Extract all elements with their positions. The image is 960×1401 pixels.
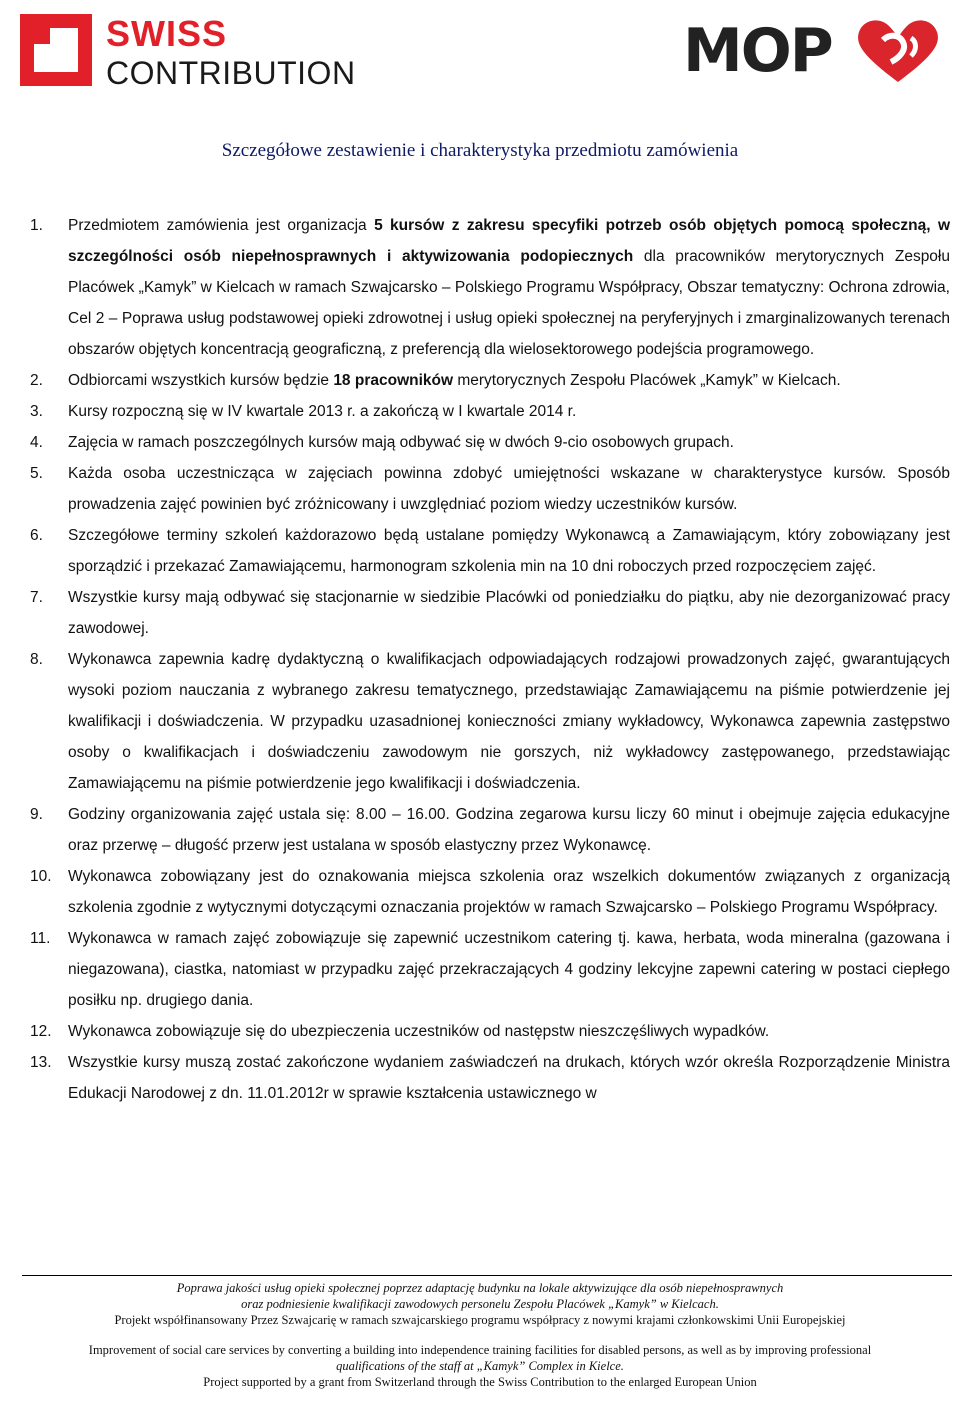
list-item-text-post: dla pracowników merytorycznych Zespołu Placówek „Kamyk” w Kielcach w ramach Szwajcarsko – Polskiego Programu Współpracy, Obszar tematyczny: Ochrona zdrowia, Cel 2 – Poprawa usług podstawowej opieki zdrowotnej i usług opieki społecznej na peryferyjnych i zmarginalizowanych terenach obszarów objętych koncentracją geograficzną, z preferencją dla wielosektorowego podejścia programowego.: [68, 248, 950, 358]
list-item: [30, 396, 950, 427]
swiss-logo-line2: CONTRIBUTION: [106, 55, 356, 91]
footer-pl-line1: Poprawa jakości usług opieki społecznej poprzez adaptację budynku na lokale aktywizujące dla osób niepełnosprawnych: [176, 1281, 784, 1295]
list-item-text-pre: Odbiorcami wszystkich kursów będzie: [68, 372, 334, 389]
list-item-text-pre: Wykonawca zapewnia kadrę dydaktyczną o kwalifikacjach odpowiadających rodzajowi prowadzonych zajęć, gwarantujących wysoki poziom nauczania z wybranego zakresu tematycznego, przedstawiając Zamawiającemu na piśmie potwierdzenie jej kwalifikacji i doświadczenia. W przypadku uzasadnionej konieczności zmiany wykładowcy, Wykonawca zapewnia zastępstwo osoby o kwalifikacjach i doświadczeniu zawodowym nie gorszych, niż wykładowcy zastępowanego, przedstawiając Zamawiającemu na piśmie potwierdzenie jego kwalifikacji i doświadczenia.: [68, 651, 950, 792]
list-item: [30, 644, 950, 799]
footer-pl-line3: Projekt współfinansowany Przez Szwajcarię w ramach szwajcarskiego programu współpracy z nowymi krajami członkowskimi Unii Europejskiej: [114, 1313, 846, 1327]
swiss-logo-line1: SWISS: [106, 13, 228, 54]
list-item-text-pre: Wszystkie kursy mają odbywać się stacjonarnie w siedzibie Placówki od poniedziałku do piątku, aby nie dezorganizować pracy zawodowej.: [68, 589, 950, 637]
footer: [0, 1280, 960, 1390]
list-item-text: [68, 427, 950, 458]
list-item-number: 9.: [30, 806, 43, 823]
list-item-text: [68, 365, 950, 396]
list-item: [30, 923, 950, 1016]
list-item-text: [68, 861, 950, 923]
list-item-number: 4.: [30, 434, 43, 451]
list-item-text: [68, 1016, 950, 1047]
list-item: [30, 458, 950, 520]
list-item-number: 2.: [30, 372, 43, 389]
list-item-number: 1.: [30, 217, 43, 234]
list-item-text-bold: 5 kursów z zakresu specyfiki potrzeb osób objętych pomocą społeczną, w szczególności osób niepełnosprawnych i aktywizowania podopiecznych: [68, 217, 950, 265]
list-item: [30, 582, 950, 644]
list-item: [30, 1047, 950, 1109]
list-item: [30, 520, 950, 582]
footer-en-line1: Improvement of social care services by converting a building into independence training facilities for disabled persons, as well as by improving professional: [88, 1343, 872, 1357]
swiss-contribution-logo: [20, 14, 365, 94]
list-item: [30, 799, 950, 861]
footer-en-line2: qualifications of the staff at „Kamyk” Complex in Kielce.: [336, 1359, 624, 1373]
list-item-number: 10.: [30, 868, 52, 885]
mops-logo: [683, 10, 948, 90]
list-item-text: [68, 644, 950, 799]
list-item-text: [68, 520, 950, 582]
list-item-text-pre: Przedmiotem zamówienia jest organizacja: [68, 217, 375, 234]
list-item-number: 6.: [30, 527, 43, 544]
list-item-text: [68, 923, 950, 1016]
list-item-text-pre: Kursy rozpoczną się w IV kwartale 2013 r. a zakończą w I kwartale 2014 r.: [68, 403, 577, 420]
list-item-number: 7.: [30, 589, 43, 606]
list-item-text-bold: 18 pracowników: [333, 372, 454, 389]
list-item: [30, 861, 950, 923]
list-item: [30, 1016, 950, 1047]
list-item-text: [68, 458, 950, 520]
mops-logo-text: MOP: [683, 16, 832, 86]
swiss-cross-icon: [20, 14, 92, 86]
list-item-number: 3.: [30, 403, 43, 420]
list-item-text-pre: Wszystkie kursy muszą zostać zakończone wydaniem zaświadczeń na drukach, których wzór określa Rozporządzenie Ministra Edukacji Narodowej z dn. 11.01.2012r w sprawie kształcenia ustawicznego w: [68, 1054, 950, 1102]
list-item-text-pre: Godziny organizowania zajęć ustala się: 8.00 – 16.00. Godzina zegarowa kursu liczy 60 minut i obejmuje zajęcia edukacyjne oraz przerwę – długość przerw jest ustalana w sposób elastyczny przez Wykonawcę.: [68, 806, 950, 854]
list-item-text: [68, 1047, 950, 1109]
list-item-text: [68, 396, 950, 427]
list-item-text-pre: Każda osoba uczestnicząca w zajęciach powinna zdobyć umiejętności wskazane w charakterystyce kursów. Sposób prowadzenia zajęć powinien być zróżnicowany i uwzględniać poziom wiedzy uczestników kursów.: [68, 465, 950, 513]
list-item-number: 12.: [30, 1023, 52, 1040]
list-item-text-pre: Szczegółowe terminy szkoleń każdorazowo będą ustalane pomiędzy Wykonawcą a Zamawiającym, który zobowiązany jest sporządzić i przekazać Zamawiającemu, harmonogram szkolenia min na 10 dni roboczych przed rozpoczęciem zajęć.: [68, 527, 950, 575]
mops-heart-icon: [853, 16, 943, 86]
list-item-text: [68, 799, 950, 861]
list-item: [30, 210, 950, 365]
list-item: [30, 427, 950, 458]
footer-en-line3: Project supported by a grant from Switzerland through the Swiss Contribution to the enlarged European Union: [203, 1375, 757, 1389]
list-item: [30, 365, 950, 396]
list-item-number: 11.: [30, 930, 51, 947]
list-item-number: 5.: [30, 465, 43, 482]
footer-pl-line2: oraz podniesienie kwalifikacji zawodowych personelu Zespołu Placówek „Kamyk” w Kielcach.: [241, 1297, 719, 1311]
requirements-list: [30, 210, 950, 1109]
list-item-text-pre: Wykonawca zobowiązany jest do oznakowania miejsca szkolenia oraz wszelkich dokumentów związanych z organizacją szkolenia zgodnie z wytycznymi dotyczącymi oznaczania projektów w ramach Szwajcarsko – Polskiego Programu Współpracy.: [68, 868, 950, 916]
list-item-text-post: merytorycznych Zespołu Placówek „Kamyk” w Kielcach.: [453, 372, 841, 389]
list-item-text-pre: Zajęcia w ramach poszczególnych kursów mają odbywać się w dwóch 9-cio osobowych grupach.: [68, 434, 734, 451]
footer-divider: [22, 1275, 952, 1276]
list-item-text-pre: Wykonawca w ramach zajęć zobowiązuje się zapewnić uczestnikom catering tj. kawa, herbata, woda mineralna (gazowana i niegazowana), ciastka, natomiast w przypadku zajęć przekraczających 4 godziny lekcyjne zapewni catering w postaci ciepłego posiłku np. drugiego dania.: [68, 930, 950, 1009]
page-title: Szczegółowe zestawienie i charakterystyka przedmiotu zamówienia: [221, 140, 739, 161]
list-item-text: [68, 210, 950, 365]
list-item-number: 13.: [30, 1054, 52, 1071]
list-item-text-pre: Wykonawca zobowiązuje się do ubezpieczenia uczestników od następstw nieszczęśliwych wypadków.: [68, 1023, 770, 1040]
list-item-number: 8.: [30, 651, 43, 668]
list-item-text: [68, 582, 950, 644]
